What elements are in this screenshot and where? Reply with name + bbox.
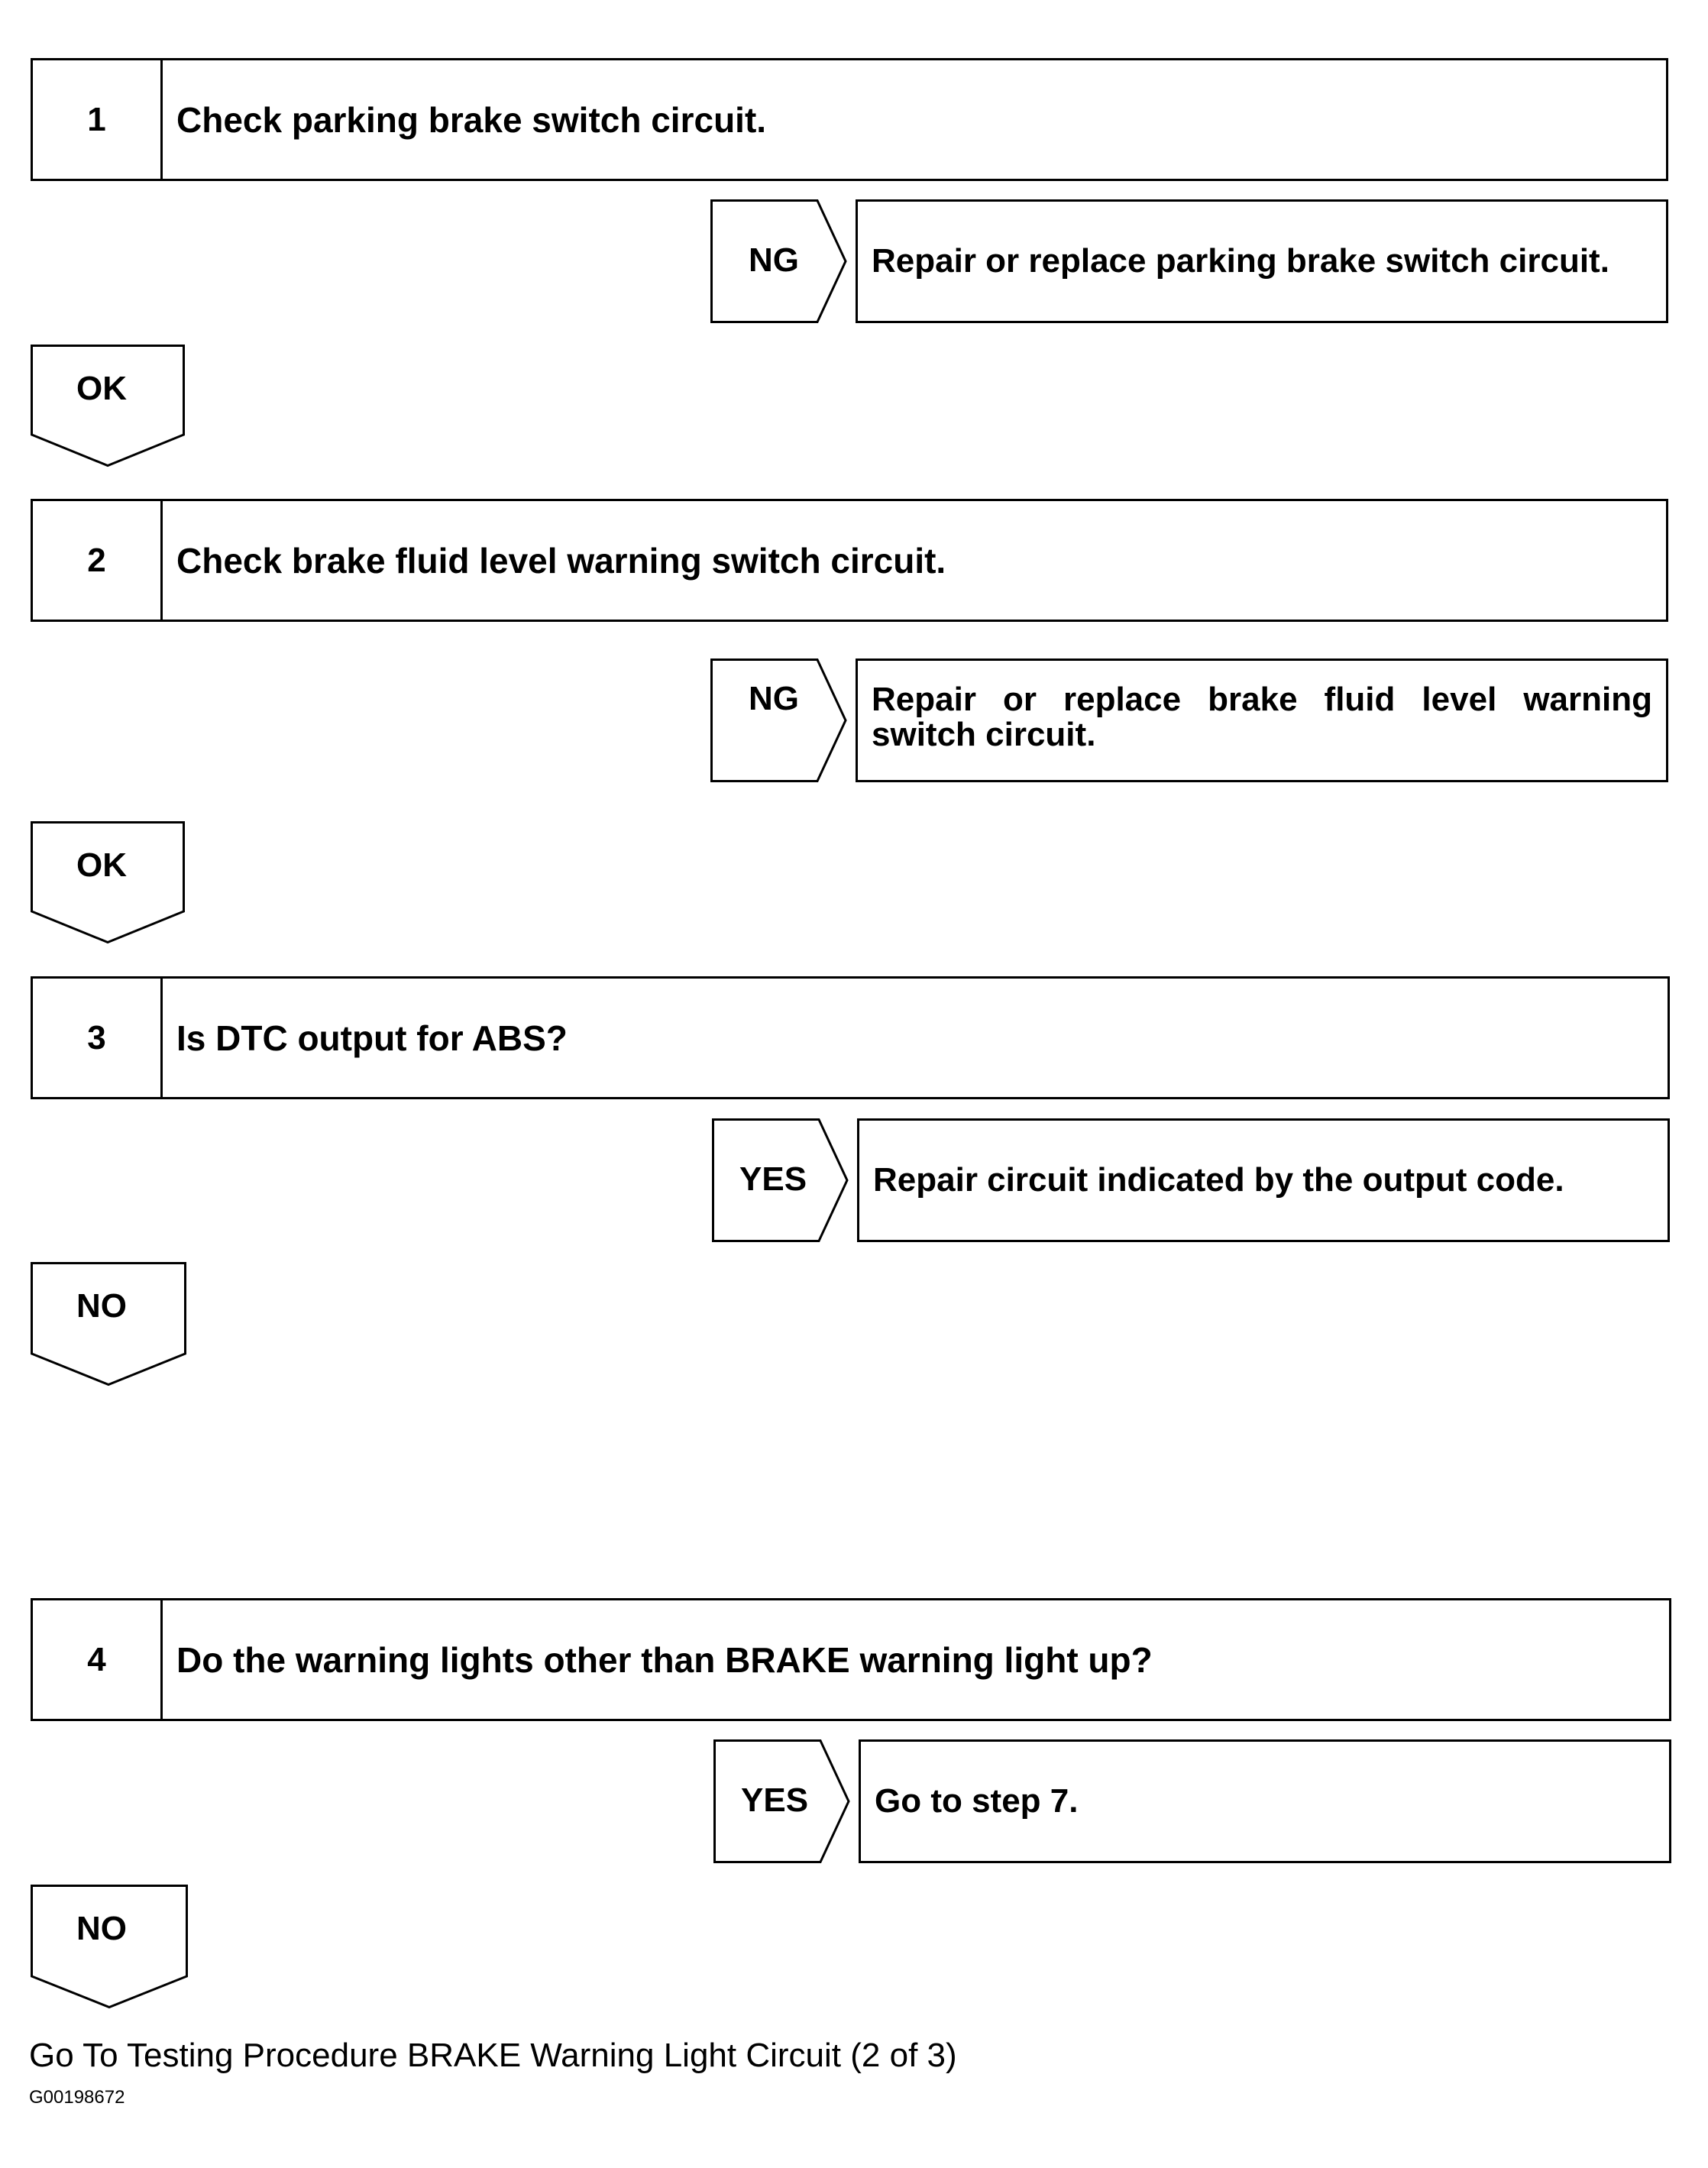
step-3-branch-arrow xyxy=(712,1118,849,1242)
step-1-continue-label: OK xyxy=(76,370,127,407)
step-3-branch-label: YES xyxy=(739,1160,807,1198)
step-1-continue-arrow xyxy=(31,345,185,467)
step-1-box xyxy=(31,58,1668,181)
step-4-number: 4 xyxy=(33,1600,163,1719)
step-3-continue-arrow xyxy=(31,1262,186,1386)
step-4-branch-label: YES xyxy=(741,1781,809,1819)
step-4-continue-label: NO xyxy=(76,1910,127,1947)
step-1-branch-arrow xyxy=(710,199,848,323)
step-3-box xyxy=(31,976,1670,1099)
step-4-continue-arrow xyxy=(31,1885,188,2008)
step-3-result-box: Repair circuit indicated by the output code. xyxy=(857,1118,1670,1242)
step-1-branch-label: NG xyxy=(749,241,799,279)
step-2-box xyxy=(31,499,1668,622)
step-3-continue-label: NO xyxy=(76,1287,127,1325)
step-4-box xyxy=(31,1598,1671,1721)
step-2-text: Check brake fluid level warning switch circuit. xyxy=(176,540,946,581)
step-2-branch-label: NG xyxy=(749,680,799,717)
step-4-branch-arrow xyxy=(713,1739,851,1863)
step-3-text: Is DTC output for ABS? xyxy=(176,1018,568,1058)
step-2-result-box: Repair or replace brake fluid level warning switch circuit. xyxy=(856,658,1668,782)
step-4-text: Do the warning lights other than BRAKE warning light up? xyxy=(176,1639,1153,1680)
footer-caption: Go To Testing Procedure BRAKE Warning Light Circuit (2 of 3) xyxy=(29,2037,957,2074)
step-1-number: 1 xyxy=(33,60,163,179)
figure-id: G00198672 xyxy=(29,2087,125,2108)
step-2-continue-label: OK xyxy=(76,846,127,884)
step-2-continue-arrow xyxy=(31,821,185,943)
step-1-result-box: Repair or replace parking brake switch circuit. xyxy=(856,199,1668,323)
step-1-text: Check parking brake switch circuit. xyxy=(176,99,767,140)
step-2-number: 2 xyxy=(33,501,163,620)
step-2-branch-arrow xyxy=(710,658,848,782)
step-3-number: 3 xyxy=(33,979,163,1097)
step-4-result-box: Go to step 7. xyxy=(859,1739,1671,1863)
